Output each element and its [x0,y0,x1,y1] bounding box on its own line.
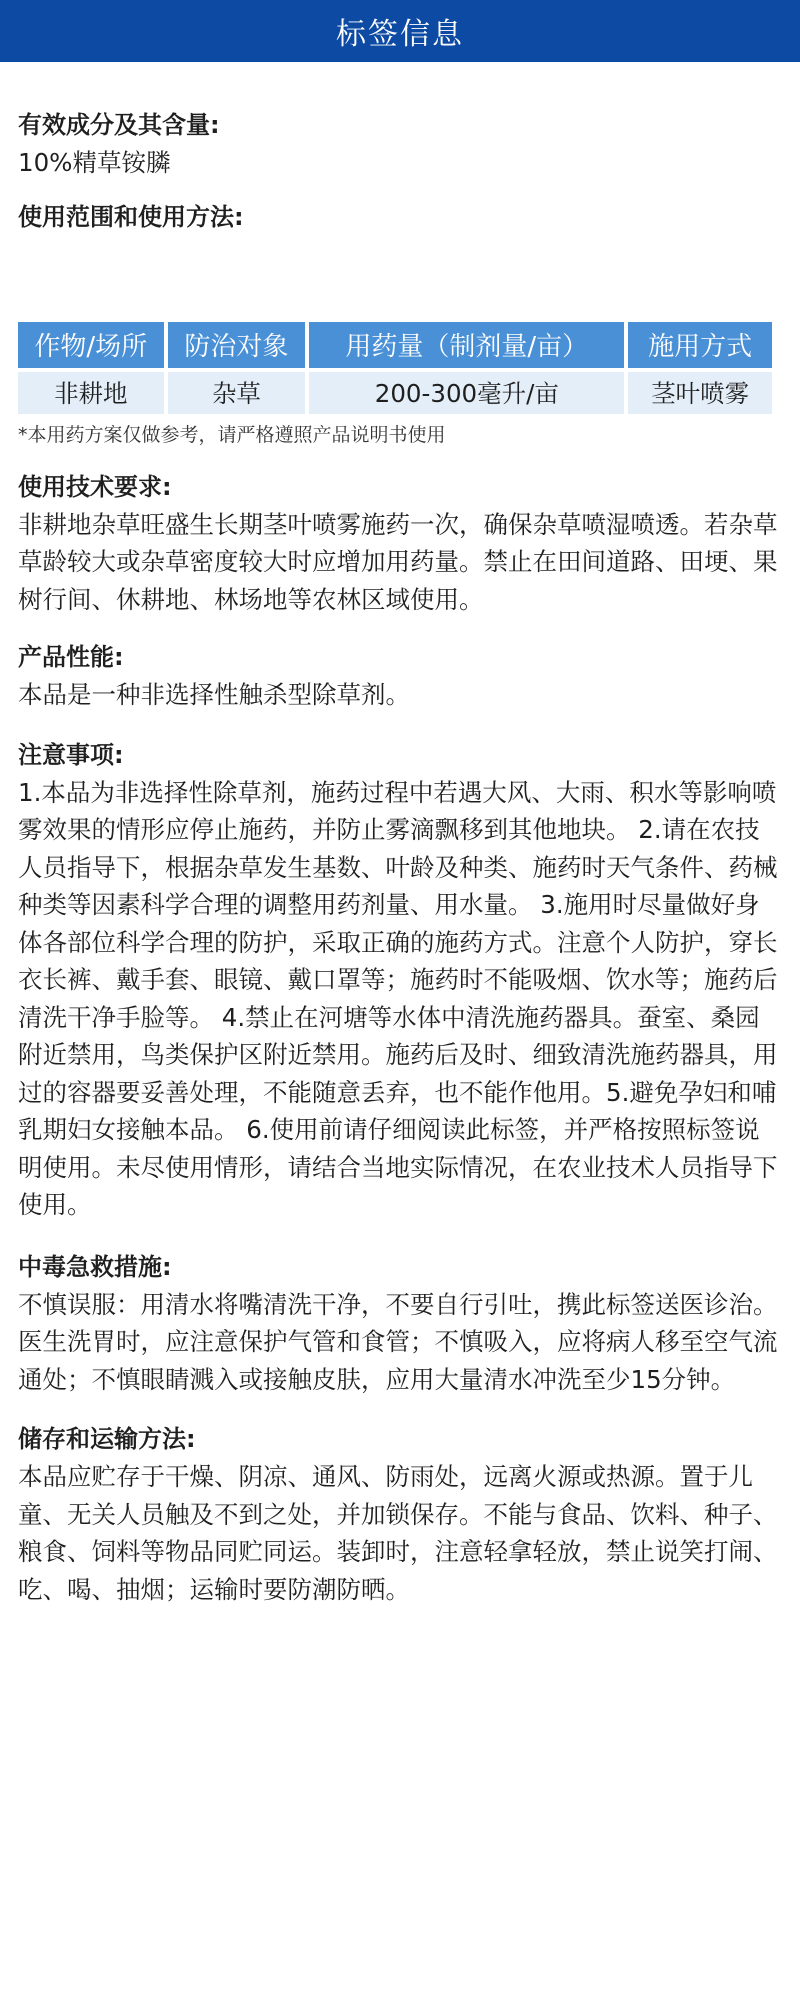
table-row [18,368,772,414]
table-cell: 非耕地 [18,368,164,414]
ingredients-body: 10%精草铵膦 [18,148,171,177]
performance-body: 本品是一种非选择性触杀型除草剂。 [18,680,410,709]
technical-body: 非耕地杂草旺盛生长期茎叶喷雾施药一次，确保杂草喷湿喷透。若杂草草龄较大或杂草密度较大时应增加用药量。禁止在田间道路、田埂、果树行间、休耕地、林场地等农林区域使用。 [18,509,778,614]
table-cell: 200-300毫升/亩 [309,368,624,414]
first-aid-title: 中毒急救措施: [18,1252,172,1281]
storage-title: 储存和运输方法: [18,1425,196,1453]
table-header-cell: 作物/场所 [18,322,164,368]
first-aid-body: 不慎误服：用清水将嘴清洗干净，不要自行引吐，携此标签送医诊治。医生洗胃时，应注意保护气管和食管；不慎吸入，应将病人移至空气流通处；不慎眼睛溅入或接触皮肤，应用大量清水冲洗至少15分钟。 [18,1289,778,1394]
table-header-cell: 防治对象 [168,322,306,368]
performance-title: 产品性能: [18,643,124,671]
precautions-body: 1.本品为非选择性除草剂，施药过程中若遇大风、大雨、积水等影响喷雾效果的情形应停止施药，并防止雾滴飘移到其他地块。 2.请在农技人员指导下，根据杂草发生基数、叶龄及种类、施药时天气条件、药械种类等因素科学合理的调整用药剂量、用水量。 3.施用时尽量做好身体各部位科学合理的防护，采取正确的施药方式。注意个人防护，穿长衣长裤、戴手套、眼镜、戴口罩等；施药时不能吸烟、饮水等；施药后清洗干净手脸等。 4.禁止在河塘等水体中清洗施药器具。蚕室、桑园附近禁用，鸟类保护区附近禁用。施药后及时、细致清洗施药器具，用过的容器要妥善处理，不能随意丢弃，也不能作他用。5.避免孕妇和哺乳期妇女接触本品。 6.使用前请仔细阅读此标签，并严格按照标签说明使用。未尽使用情形，请结合当地实际情况，在农业技术人员指导下使用。 [18,777,778,1219]
label-content [0,62,800,1608]
precautions-title: 注意事项: [18,740,124,769]
storage-body: 本品应贮存于干燥、阴凉、通风、防雨处，远离火源或热源。置于儿童、无关人员触及不到之处，并加锁保存。不能与食品、饮料、种子、粮食、饲料等物品同贮同运。装卸时，注意轻拿轻放，禁止说笑打闹、吃、喝、抽烟；运输时要防潮防晒。 [18,1462,778,1604]
page-title: 标签信息 [336,17,464,52]
technical-title: 使用技术要求: [18,472,172,501]
usage-title: 使用范围和使用方法: [18,202,244,231]
table-header-cell: 用药量（制剂量/亩） [309,322,624,368]
table-header-row [18,322,772,368]
usage-table [14,322,776,414]
table-cell: 杂草 [168,368,306,414]
table-header-cell: 施用方式 [628,322,772,368]
page-header [0,0,800,62]
table-note: *本用药方案仅做参考，请严格遵照产品说明书使用 [18,423,446,446]
table-cell: 茎叶喷雾 [628,368,772,414]
ingredients-title: 有效成分及其含量: [18,111,220,139]
